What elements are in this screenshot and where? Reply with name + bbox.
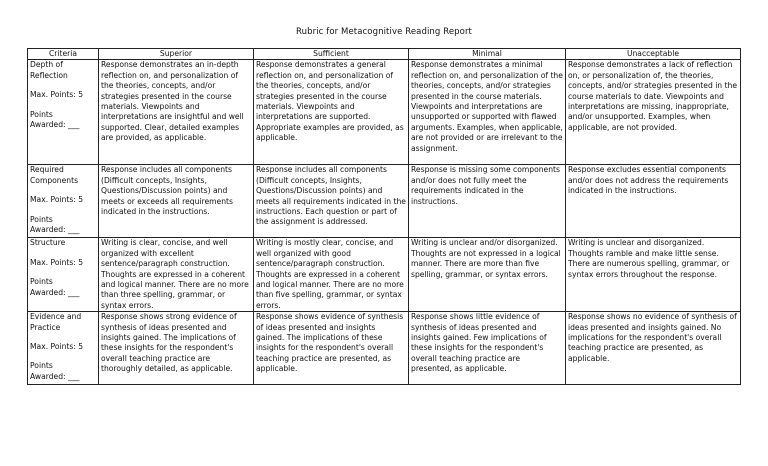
document-title: Rubric for Metacognitive Reading Report: [296, 27, 472, 37]
sufficient-cell: Response demonstrates a general reflection on, and personalization of the theories, concepts, and/or strategies presented in the course materials. Viewpoints and interpretations are supported. Appropriate examples are provided, as applicable.: [254, 60, 409, 165]
criteria-cell: [28, 60, 99, 165]
header-minimal: Minimal: [409, 49, 566, 60]
points-awarded: Awarded: ___: [30, 120, 80, 130]
header-superior: Superior: [99, 49, 254, 60]
superior-cell: Response includes all components (Difficult concepts, Insights, Questions/Discussion points) and meets or exceeds all requirements indicated in the instructions.: [99, 165, 254, 238]
points-label: Points: [30, 361, 53, 371]
points-label: Points: [30, 277, 53, 287]
sufficient-cell: Response shows evidence of synthesis of ideas presented and insights gained. The implications of these insights for the respondent's overall teaching practice are presented, as applicable.: [254, 312, 409, 385]
points-awarded: Awarded: ___: [30, 287, 80, 297]
points-label: Points: [30, 109, 53, 119]
minimal-cell: Response demonstrates a minimal reflection on, and personalization of the theories, concepts, and/or strategies presented in the course materials. Viewpoints and interpretations are unsupported or supported with flawed arguments. Examples, when applicable, are not provided or are irrelevant to the assignment.: [409, 60, 566, 165]
criteria-cell: [28, 165, 99, 238]
superior-cell: Response demonstrates an in-depth reflection on, and personalization of the theories, concepts, and/or strategies presented in the course materials. Viewpoints and interpretations are insightful and well supported. Clear, detailed examples are provided, as applicable.: [99, 60, 254, 165]
header-row: [28, 49, 741, 60]
minimal-cell: Response is missing some components and/or does not fully meet the requirements indicated in the instructions.: [409, 165, 566, 238]
header-sufficient: Sufficient: [254, 49, 409, 60]
minimal-cell: Response shows little evidence of synthesis of ideas presented and insights gained. Few implications of these insights for the respondent's overall teaching practice are presented, as applicable.: [409, 312, 566, 385]
unacceptable-cell: Response shows no evidence of synthesis of ideas presented and insights gained. No implications for the respondent's overall teaching practice are presented, as applicable.: [566, 312, 741, 385]
points-awarded: Awarded: ___: [30, 225, 80, 235]
unacceptable-cell: Response demonstrates a lack of reflection on, or personalization of, the theories, concepts, and/or strategies presented in the course materials to date. Viewpoints and interpretations are missing, inappropriate, and/or unsupported. Examples, when applicable, are not provided.: [566, 60, 741, 165]
rubric-table: [27, 48, 741, 385]
superior-cell: Response shows strong evidence of synthesis of ideas presented and insights gained. The implications of these insights for the respondent's overall teaching practice are thoroughly detailed, as applicable.: [99, 312, 254, 385]
criteria-cell: [28, 312, 99, 385]
header-unacceptable: Unacceptable: [566, 49, 741, 60]
sufficient-cell: Writing is mostly clear, concise, and well organized with good sentence/paragraph construction. Thoughts are expressed in a coherent and logical manner. There are no more than five spelling, grammar, or syntax errors.: [254, 238, 409, 312]
unacceptable-cell: Writing is unclear and disorganized. Thoughts ramble and make little sense. There are numerous spelling, grammar, or syntax errors throughout the response.: [566, 238, 741, 312]
sufficient-cell: Response includes all components (Difficult concepts, Insights, Questions/Discussion points) and meets all requirements indicated in the instructions. Each question or part of the assignment is addressed.: [254, 165, 409, 238]
points-label: Points: [30, 214, 53, 224]
table-row: [28, 312, 741, 385]
points-awarded: Awarded: ___: [30, 371, 80, 381]
criteria-name: Evidence and Practice: [30, 312, 82, 332]
max-points: Max. Points: 5: [30, 257, 84, 267]
unacceptable-cell: Response excludes essential components and/or does not address the requirements indicated in the instructions.: [566, 165, 741, 238]
max-points: Max. Points: 5: [30, 195, 84, 205]
header-criteria: Criteria: [28, 49, 99, 60]
table-row: [28, 238, 741, 312]
minimal-cell: Writing is unclear and/or disorganized. Thoughts are not expressed in a logical manner. There are more than five spelling, grammar, or syntax errors.: [409, 238, 566, 312]
criteria-name: Depth of Reflection: [30, 60, 68, 80]
max-points: Max. Points: 5: [30, 342, 84, 352]
table-row: [28, 165, 741, 238]
superior-cell: Writing is clear, concise, and well organized with excellent sentence/paragraph construction. Thoughts are expressed in a coherent and logical manner. There are no more than three spelling, grammar, or syntax errors.: [99, 238, 254, 312]
max-points: Max. Points: 5: [30, 90, 84, 100]
criteria-name: Required Components: [30, 165, 79, 185]
table-row: [28, 60, 741, 165]
criteria-cell: [28, 238, 99, 312]
criteria-name: Structure: [30, 238, 66, 248]
